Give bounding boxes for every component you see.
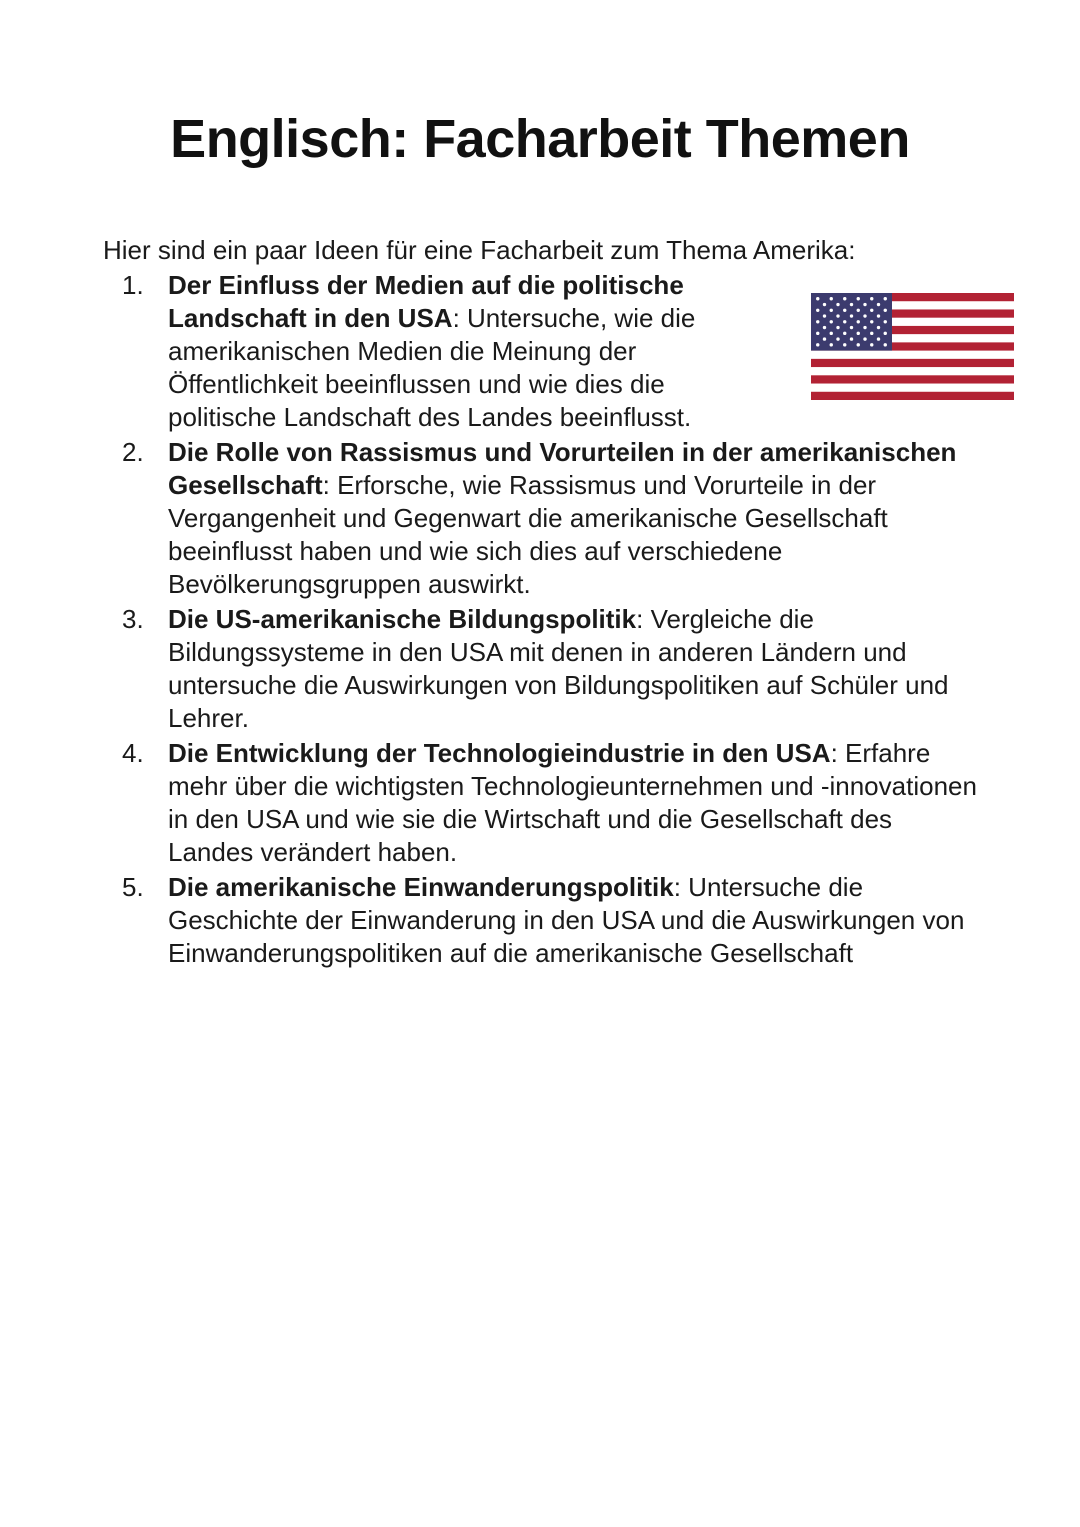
list-item-number: 1.	[122, 270, 144, 300]
list-item-heading: Der Einfluss der Medien auf die politische Landschaft in den USA	[168, 270, 684, 333]
list-item	[0, 269, 768, 434]
list-item-number: 2.	[122, 437, 144, 467]
list-item	[0, 436, 983, 601]
list-item-text: : Untersuche, wie die amerikanischen Medien die Meinung der Öffentlichkeit beeinflussen und wie dies die politische Landschaft des Landes beeinflusst.	[168, 303, 696, 432]
intro-text: Hier sind ein paar Ideen für eine Facharbeit zum Thema Amerika:	[103, 235, 856, 265]
list-item-text: : Erforsche, wie Rassismus und Vorurteile in der Vergangenheit und Gegenwart die amerikanische Gesellschaft beeinflusst haben und wie sich dies auf verschiedene Bevölkerungsgruppen auswirkt.	[168, 470, 888, 599]
topic-list	[0, 269, 983, 972]
list-item-text: : Erfahre mehr über die wichtigsten Technologieunternehmen und -innovationen in den USA und wie sie die Wirtschaft und die Gesellschaft des Landes verändert haben.	[168, 738, 977, 867]
list-item-text: : Untersuche die Geschichte der Einwanderung in den USA und die Auswirkungen von Einwanderungspolitiken auf die amerikanische Gesellschaft	[168, 872, 965, 968]
list-item-number: 4.	[122, 738, 144, 768]
list-item	[0, 737, 983, 869]
list-item-heading: Die US-amerikanische Bildungspolitik	[168, 604, 637, 634]
list-item-heading: Die Rolle von Rassismus und Vorurteilen in der amerikanischen Gesellschaft	[168, 437, 957, 500]
list-item	[0, 871, 983, 970]
list-item-heading: Die amerikanische Einwanderungspolitik	[168, 872, 674, 902]
page-title: Englisch: Facharbeit Themen	[170, 109, 910, 169]
list-item-number: 5.	[122, 872, 144, 902]
list-item	[0, 603, 983, 735]
list-item-heading: Die Entwicklung der Technologieindustrie in den USA	[168, 738, 831, 768]
list-item-text: : Vergleiche die Bildungssysteme in den USA mit denen in anderen Ländern und untersuche die Auswirkungen von Bildungspolitiken auf Schüler und Lehrer.	[168, 604, 949, 733]
list-item-number: 3.	[122, 604, 144, 634]
